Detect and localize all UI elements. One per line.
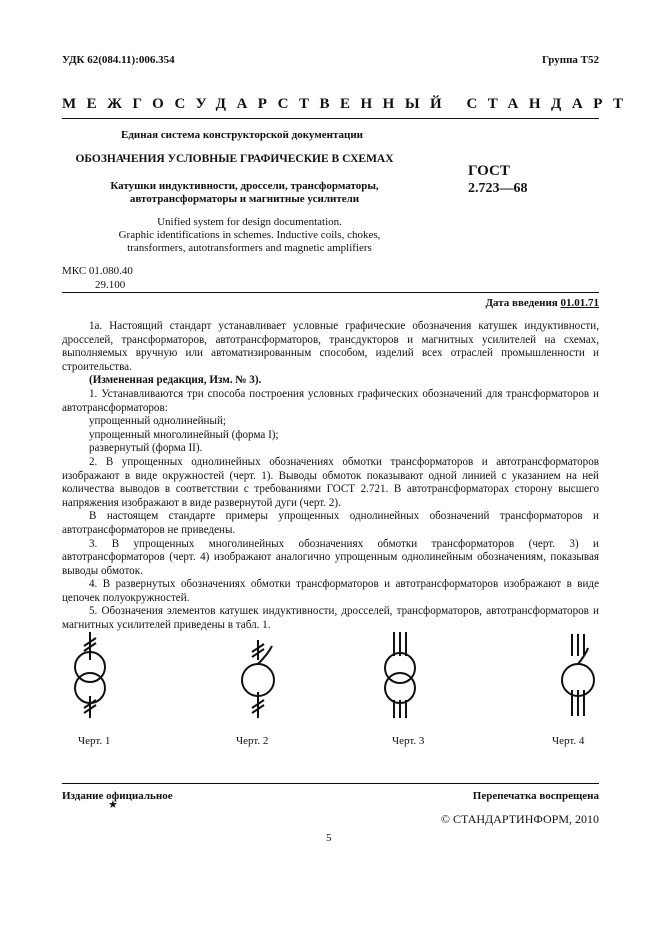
paragraph-1: 1. Устанавливаются три способа построения условных графических обозначений для трансформаторов и автотрансформаторов:: [62, 387, 599, 414]
page-number: 5: [326, 832, 332, 844]
paragraph-1a: 1а. Настоящий стандарт устанавливает условные графические обозначения катушек индуктивности, дросселей, трансформаторов, автотрансформаторов, трансдукторов и магнитных усилителей на схемах, выполняемых вручную или автоматизированным способом, изделий всех отраслей промышленности и строительства.: [62, 320, 599, 373]
english-line-3: transformers, autotransformers and magnetic amplifiers: [127, 242, 372, 254]
mks-code-2: 29.100: [95, 279, 126, 291]
paragraph-2b: В настоящем стандарте примеры упрощенных однолинейных обозначений трансформаторов и автотрансформаторов не приведены.: [62, 510, 599, 536]
group-code: Группа Т52: [541, 54, 599, 66]
header-rule: [62, 118, 599, 119]
system-title: Единая система конструкторской документации: [121, 129, 363, 141]
reprint-notice: Перепечатка воспрещена: [472, 790, 599, 802]
paragraph-5: 5. Обозначения элементов катушек индуктивности, дросселей, трансформаторов, автотрансформаторов и магнитных усилителей приведены в табл. 1.: [62, 605, 599, 632]
paragraph-1a-note: (Измененная редакция, Изм. № 3).: [89, 374, 262, 387]
figure-3-transformer-multi-line: [370, 630, 430, 720]
subtitle: [62, 180, 427, 206]
list-item: упрощенный многолинейный (форма I);: [89, 428, 279, 441]
paragraph-4: 4. В развернутых обозначениях обмотки трансформаторов и автотрансформаторов изображают в виде цепочек полуокружностей.: [62, 578, 599, 604]
udk-code: УДК 62(084.11):006.354: [62, 54, 175, 66]
star-icon: ★: [108, 799, 118, 811]
figure-2-autotransformer-single-line: [228, 636, 288, 720]
english-line-2: Graphic identifications in schemes. Inductive coils, chokes,: [118, 229, 381, 241]
gost-number: 2.723—68: [468, 181, 528, 196]
mks-code-1: МКС 01.080.40: [62, 265, 133, 277]
subtitle-line-1: Катушки индуктивности, дроссели, трансформаторы,: [110, 180, 379, 192]
subtitle-line-2: автотрансформаторы и магнитные усилители: [129, 193, 360, 205]
official-edition: Издание официальное: [62, 790, 173, 802]
footer-rule: [62, 783, 599, 784]
english-line-1: Unified system for design documentation.: [157, 216, 342, 228]
paragraph-3: 3. В упрощенных многолинейных обозначениях обмотки трансформаторов (черт. 3) и автотрансформаторов (черт. 4) изображают аналогично упрощенным однолинейным обозначениям, показывая выводы обмоток.: [62, 537, 599, 577]
figure-4-caption: Черт. 4: [552, 735, 585, 747]
figure-1-caption: Черт. 1: [78, 735, 111, 747]
figure-3-caption: Черт. 3: [392, 735, 425, 747]
main-title: ОБОЗНАЧЕНИЯ УСЛОВНЫЕ ГРАФИЧЕСКИЕ В СХЕМАХ: [75, 153, 394, 165]
date-rule: [62, 292, 599, 293]
intro-date-value: 01.01.71: [560, 297, 599, 309]
figure-2-caption: Черт. 2: [236, 735, 269, 747]
standard-type-heading: МЕЖГОСУДАРСТВЕННЫЙ СТАНДАРТ: [62, 96, 634, 112]
body-text: [62, 320, 599, 633]
list-item: упрощенный однолинейный;: [89, 415, 226, 428]
paragraph-2: 2. В упрощенных однолинейных обозначениях обмотки трансформаторов и автотрансформаторов изображают в виде окружностей (черт. 1). Выводы обмоток показывают одной линией с указанием на ней количества выводов в соответствии с требованиями ГОСТ 2.721. В автотрансформаторах сторону высшего напряжения изображают в виде развернутой дуги (черт. 2).: [62, 455, 599, 509]
list-item: развернутый (форма II).: [89, 442, 203, 455]
english-title: [62, 216, 437, 255]
gost-label: ГОСТ: [468, 163, 510, 179]
intro-date-label: Дата введения: [485, 297, 558, 309]
intro-date: [485, 297, 599, 309]
copyright: © СТАНДАРТИНФОРМ, 2010: [440, 812, 599, 826]
figure-4-autotransformer-multi-line: [548, 630, 608, 720]
figure-1-transformer-single-line: [60, 630, 120, 720]
